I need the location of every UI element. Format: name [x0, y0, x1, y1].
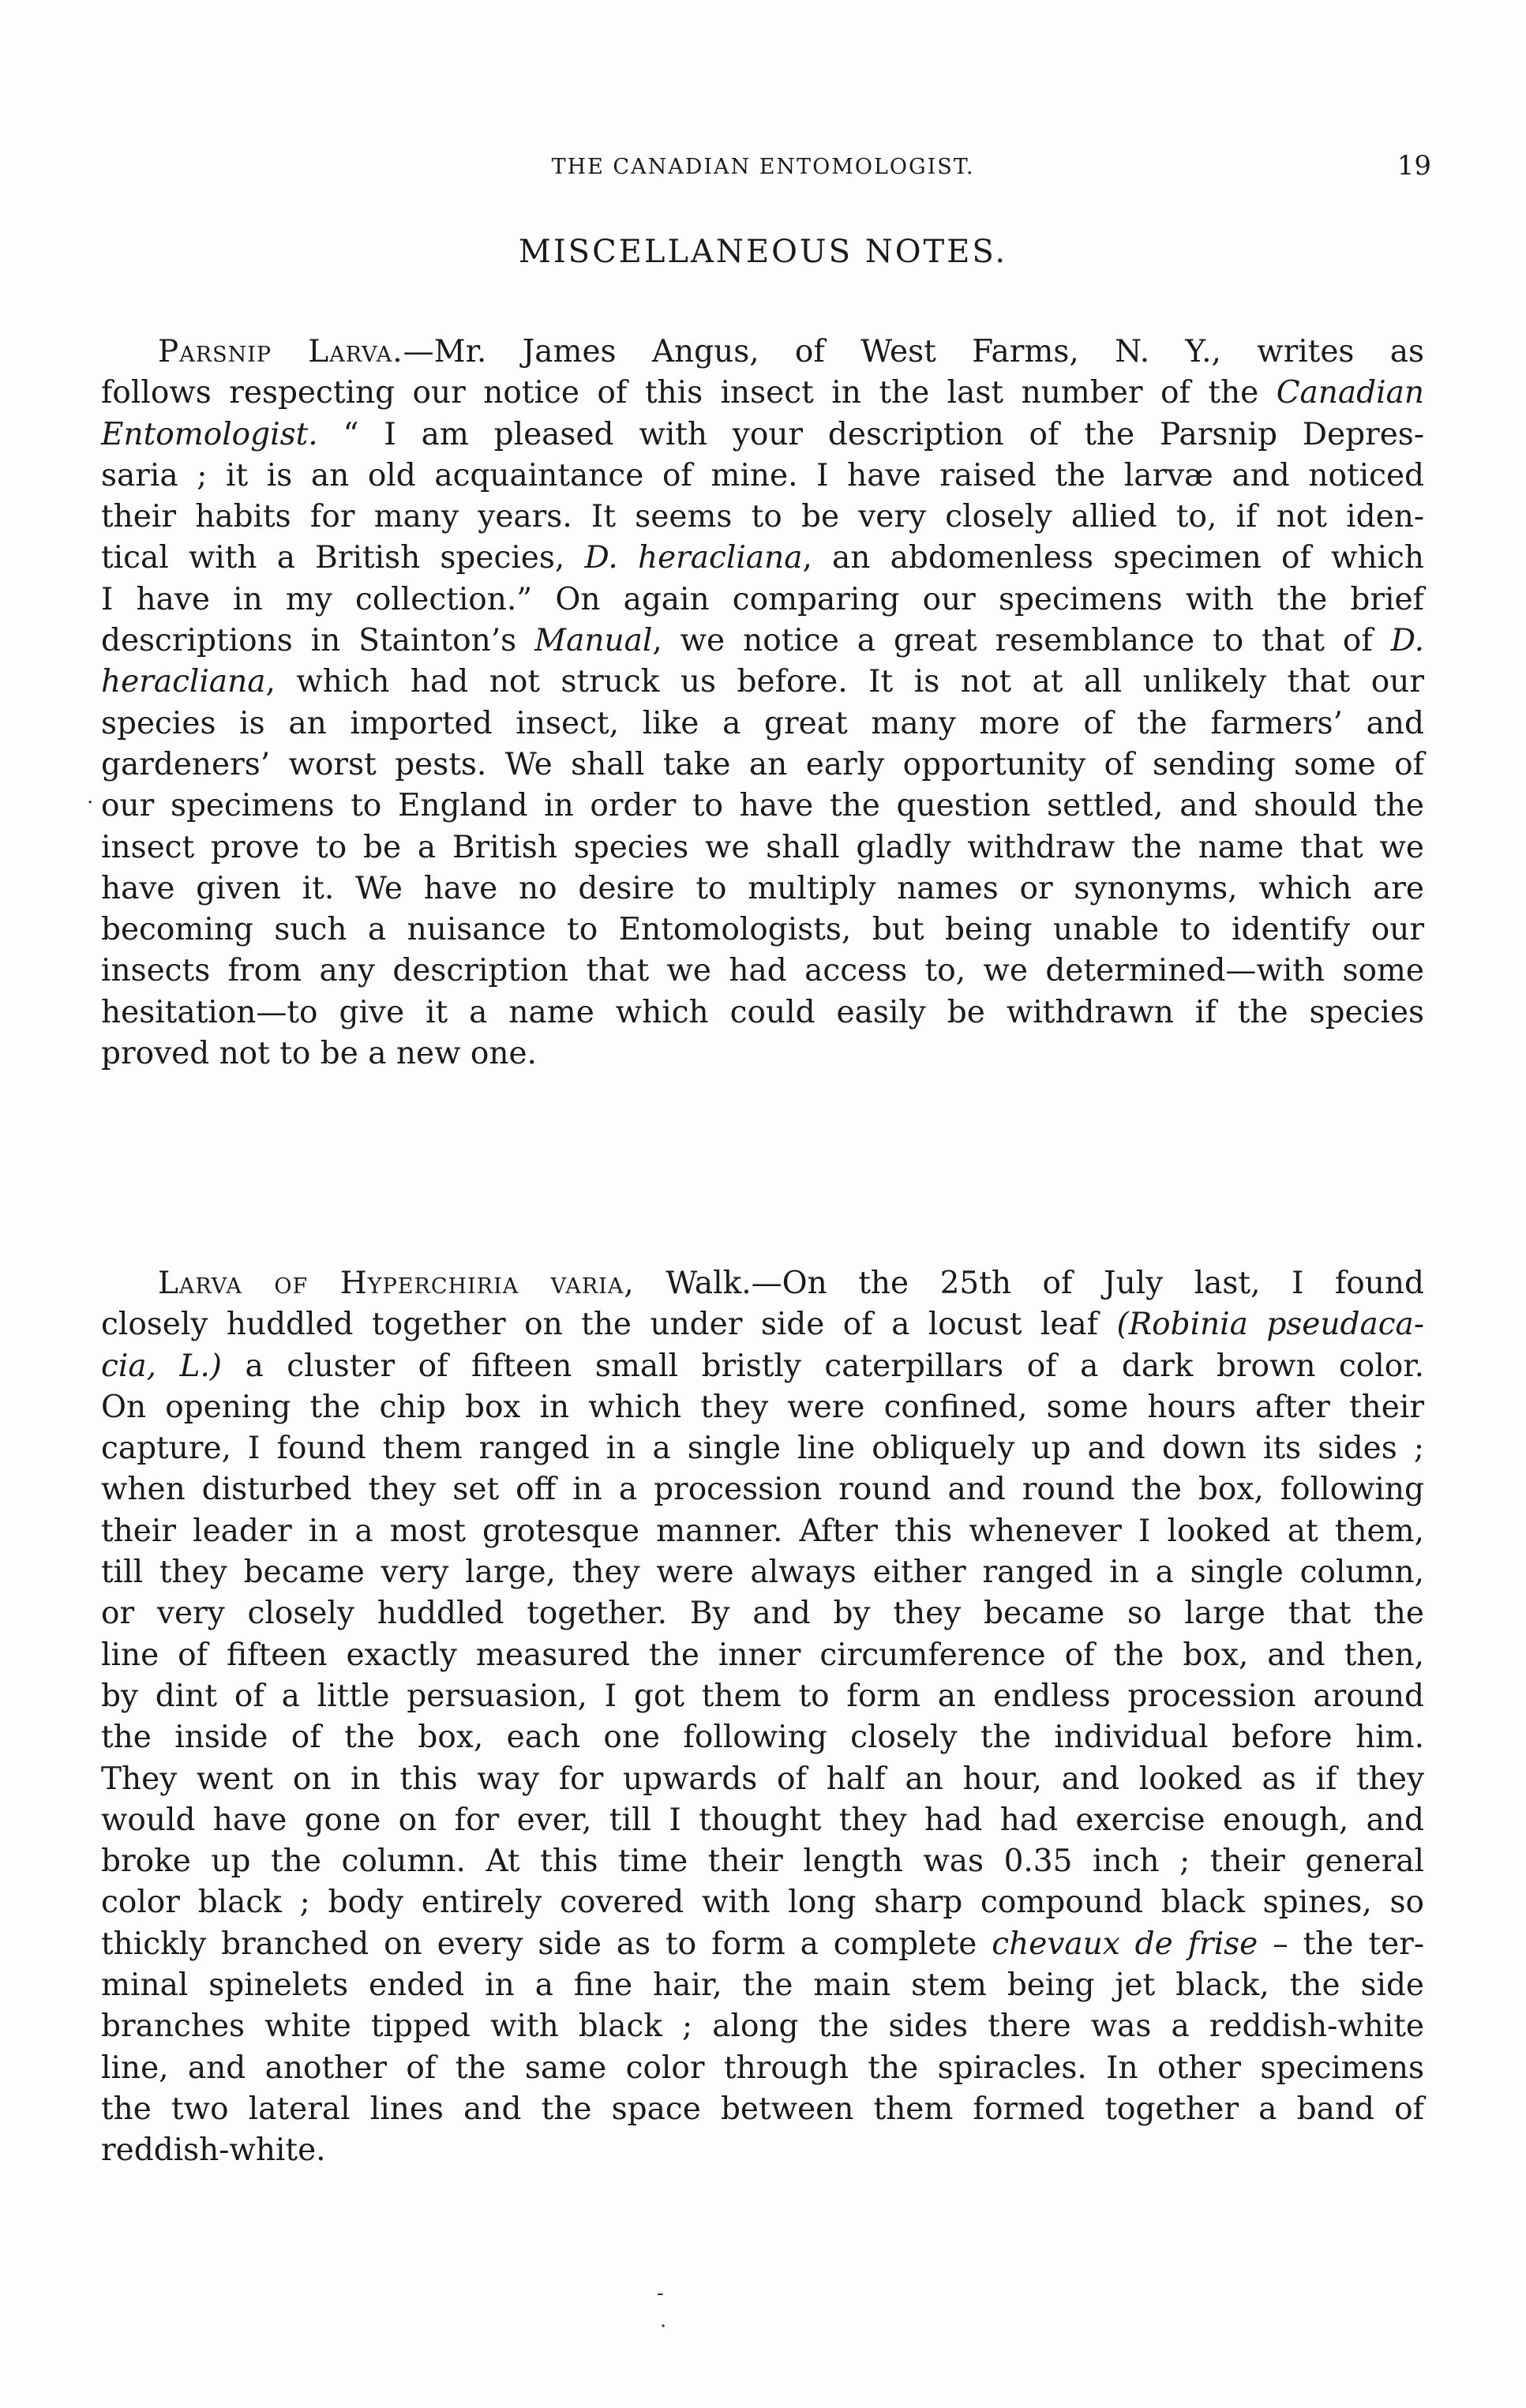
text-line: becoming such a nuisance to Entomologists, but being unable to identify our [101, 912, 1424, 948]
text-line: would have gone on for ever, till I thought they had had exercise enough, and [101, 1802, 1424, 1838]
text-line: Parsnip Larva.—Mr. James Angus, of West Farms, N. Y., writes as [158, 334, 1424, 369]
text-line: our specimens to England in order to have the question settled, and should the [101, 788, 1424, 824]
text-line: They went on in this way for upwards of half an hour, and looked as if they [101, 1761, 1424, 1797]
text-line: have given it. We have no desire to multiply names or synonyms, which are [101, 870, 1424, 906]
text-line: thickly branched on every side as to form a complete chevaux de frise – the ter- [101, 1926, 1424, 1962]
text-line: their habits for many years. It seems to be very closely allied to, if not iden- [101, 499, 1424, 535]
running-title: THE CANADIAN ENTOMOLOGIST. [551, 155, 975, 179]
text-line: cia, L.) a cluster of fifteen small bristly caterpillars of a dark brown color. [101, 1348, 1424, 1384]
text-line: tical with a British species, D. heracliana, an abdomenless specimen of which [101, 540, 1424, 576]
text-line: when disturbed they set off in a procession round and round the box, following [101, 1472, 1424, 1508]
text-line: line, and another of the same color through the spiracles. In other specimens [101, 2050, 1424, 2086]
text-line: the two lateral lines and the space between them formed together a band of [101, 2091, 1424, 2127]
text-line: line of fifteen exactly measured the inner circumference of the box, and then, [101, 1637, 1424, 1673]
text-line: capture, I found them ranged in a single line obliquely up and down its sides ; [101, 1431, 1424, 1467]
text-line: reddish-white. [101, 2132, 326, 2169]
text-line: insect prove to be a British species we shall gladly withdraw the name that we [101, 829, 1424, 865]
section-heading: MISCELLANEOUS NOTES. [518, 234, 1008, 270]
text-line: On opening the chip box in which they were confined, some hours after their [101, 1389, 1424, 1425]
note-parsnip-larva [101, 332, 1424, 1075]
bottom-mark-dash: - [657, 2282, 664, 2305]
page-number: 19 [1397, 150, 1431, 182]
text-line: insects from any description that we had access to, we determined—with some [101, 953, 1424, 989]
text-line: follows respecting our notice of this insect in the last number of the Canadian [101, 375, 1424, 411]
text-line: broke up the column. At this time their length was 0.35 inch ; their general [101, 1844, 1424, 1880]
text-line: Larva of Hyperchiria varia, Walk.—On the 25th of July last, I found [158, 1266, 1424, 1301]
text-line: saria ; it is an old acquaintance of mine. I have raised the larvæ and noticed [101, 457, 1424, 493]
running-head [0, 150, 1526, 186]
text-line: species is an imported insect, like a great many more of the farmers’ and [101, 705, 1424, 741]
text-line: proved not to be a new one. [101, 1036, 537, 1072]
text-line: till they became very large, they were always either ranged in a single column, [101, 1555, 1424, 1591]
text-line: the inside of the box, each one following closely the individual before him. [101, 1720, 1424, 1756]
text-line: closely huddled together on the under side of a locust leaf (Robinia pseudaca- [101, 1307, 1424, 1343]
note-lead: Parsnip Larva. [158, 334, 403, 369]
margin-mark: · [87, 791, 94, 815]
text-line: color black ; body entirely covered with long sharp compound black spines, so [101, 1885, 1424, 1921]
text-line: hesitation—to give it a name which could easily be withdrawn if the species [101, 994, 1424, 1030]
text-line: heracliana, which had not struck us before. It is not at all unlikely that our [101, 664, 1424, 700]
bottom-mark-dot: · [660, 2315, 667, 2339]
text-line: their leader in a most grotesque manner. After this whenever I looked at them, [101, 1513, 1424, 1549]
text-line: I have in my collection.” On again comparing our specimens with the brief [101, 581, 1424, 617]
text-line: branches white tipped with black ; along the sides there was a reddish-white [101, 2009, 1424, 2045]
text-line: or very closely huddled together. By and by they became so large that the [101, 1596, 1424, 1632]
text-line: by dint of a little persuasion, I got them to form an endless procession around [101, 1678, 1424, 1714]
text-line: minal spinelets ended in a fine hair, the main stem being jet black, the side [101, 1967, 1424, 2004]
note-lead: Larva of Hyperchiria varia, [158, 1266, 635, 1301]
text-line: Entomologist. “ I am pleased with your description of the Parsnip Depres- [101, 416, 1424, 452]
text-line: gardeners’ worst pests. We shall take an early opportunity of sending some of [101, 746, 1424, 782]
text-line: descriptions in Stainton’s Manual, we notice a great resemblance to that of D. [101, 623, 1424, 659]
note-hyperchiria-larva [101, 1263, 1424, 2172]
